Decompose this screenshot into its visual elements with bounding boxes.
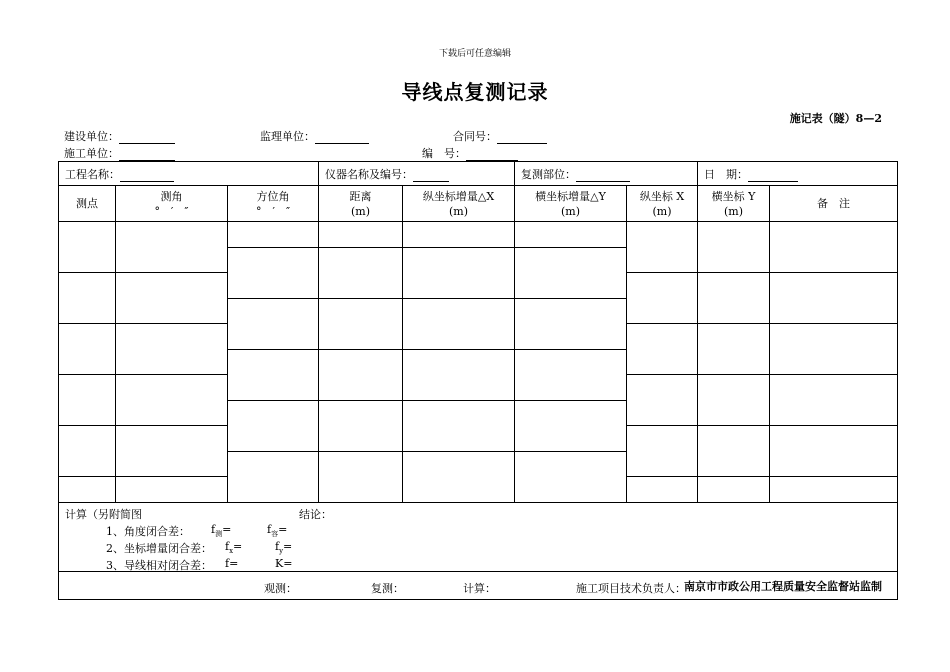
number-field[interactable]: [422, 145, 518, 161]
f-allowed-sub: 容: [271, 530, 279, 539]
f-measured-sub: 测: [215, 530, 223, 539]
cell-x[interactable]: [627, 222, 698, 273]
cell-angle[interactable]: [116, 273, 228, 324]
supervision-unit-blank[interactable]: [315, 131, 369, 144]
cell-remark[interactable]: [770, 273, 898, 324]
cell-dy[interactable]: [515, 350, 627, 401]
project-name-blank[interactable]: [120, 169, 174, 182]
col-header-dy-unit: (m): [561, 204, 581, 218]
cell-distance[interactable]: [319, 401, 403, 452]
fy-symbol: f: [275, 540, 280, 553]
f-relative: f=: [225, 557, 239, 570]
builder-unit-blank[interactable]: [119, 148, 175, 161]
contract-no-field[interactable]: [453, 128, 547, 144]
compute-signature[interactable]: 计算：: [463, 582, 496, 595]
calc-item-2: 2、坐标增量闭合差：: [106, 542, 212, 555]
col-header-azimuth: [228, 186, 319, 222]
date-label: 日 期：: [704, 167, 749, 181]
fy: [275, 540, 292, 555]
col-header-remark-label: 备 注: [817, 197, 851, 210]
number-blank[interactable]: [466, 148, 518, 161]
survey-record-table: [58, 161, 898, 600]
cell-point[interactable]: [59, 426, 116, 477]
cell-dx[interactable]: [403, 299, 515, 350]
instrument-label: 仪器名称及编号：: [325, 167, 414, 181]
part-cell[interactable]: [515, 162, 698, 186]
construction-unit-blank[interactable]: [119, 131, 175, 144]
cell-point[interactable]: [59, 477, 116, 503]
cell-azimuth[interactable]: [228, 401, 319, 452]
cell-angle[interactable]: [116, 477, 228, 503]
cell-dx[interactable]: [403, 401, 515, 452]
f-measured: [211, 523, 231, 539]
col-header-distance-unit: (m): [351, 204, 371, 218]
cell-x[interactable]: [627, 324, 698, 375]
cell-x[interactable]: [627, 273, 698, 324]
cell-distance[interactable]: [319, 350, 403, 401]
col-header-x: [627, 186, 698, 222]
col-header-point-label: 测点: [76, 197, 98, 210]
col-header-dy-label: 横坐标增量△Y: [535, 189, 606, 203]
col-header-azimuth-label: 方位角: [256, 189, 290, 203]
col-header-dy: [515, 186, 627, 222]
col-header-angle-label: 测角: [160, 189, 183, 203]
cell-dy[interactable]: [515, 401, 627, 452]
contract-no-blank[interactable]: [497, 131, 547, 144]
col-header-x-unit: (m): [652, 204, 672, 218]
col-header-y-unit: (m): [724, 204, 744, 218]
cell-remark[interactable]: [770, 375, 898, 426]
number-label: 编 号：: [422, 147, 466, 160]
column-header-row: [59, 186, 898, 222]
col-header-remark: [770, 186, 898, 222]
calc-title: 计算（另附简图: [65, 508, 142, 521]
fy-eq: =: [283, 540, 293, 553]
cell-x[interactable]: [627, 375, 698, 426]
calc-item-3: 3、导线相对闭合差：: [106, 559, 212, 572]
col-header-distance-label: 距离: [349, 189, 372, 203]
part-label: 复测部位：: [521, 167, 577, 181]
date-blank[interactable]: [748, 169, 798, 182]
tech-lead-signature[interactable]: 施工项目技术负责人：: [576, 582, 686, 595]
k-value: K=: [275, 557, 293, 570]
cell-remark[interactable]: [770, 222, 898, 273]
cell-dy[interactable]: [515, 248, 627, 299]
cell-distance[interactable]: [319, 452, 403, 503]
col-header-y-label: 横坐标 Y: [711, 189, 756, 203]
col-header-dx: [403, 186, 515, 222]
fy-sub: y: [279, 547, 284, 556]
supervision-unit-label: 监理单位：: [260, 130, 315, 143]
fx-sub: x: [229, 547, 234, 556]
cell-point[interactable]: [59, 324, 116, 375]
f-allowed-eq: =: [278, 523, 288, 536]
instrument-blank[interactable]: [413, 169, 449, 182]
cell-dx[interactable]: [403, 452, 515, 503]
fx-eq: =: [233, 540, 243, 553]
col-header-x-label: 纵坐标 X: [639, 189, 685, 203]
footer-issuer: 南京市市政公用工程质量安全监督站监制: [684, 580, 882, 593]
construction-unit-field[interactable]: [64, 128, 175, 144]
cell-distance[interactable]: [319, 222, 403, 248]
builder-unit-field[interactable]: [64, 145, 175, 161]
cell-y[interactable]: [698, 324, 770, 375]
info-row: [59, 162, 898, 186]
cell-y[interactable]: [698, 477, 770, 503]
cell-azimuth[interactable]: [228, 299, 319, 350]
cell-y[interactable]: [698, 375, 770, 426]
cell-distance[interactable]: [319, 299, 403, 350]
contract-no-label: 合同号：: [453, 130, 497, 143]
conclusion-label: 结论：: [299, 508, 332, 521]
cell-dy[interactable]: [515, 222, 627, 248]
project-name-label: 工程名称：: [65, 167, 120, 181]
col-header-y: [698, 186, 770, 222]
f-allowed-symbol: f: [267, 523, 272, 536]
form-number: 施记表（隧）8—2: [789, 112, 882, 125]
cell-y[interactable]: [698, 222, 770, 273]
cell-remark[interactable]: [770, 477, 898, 503]
f-measured-eq: =: [222, 523, 232, 536]
cell-point[interactable]: [59, 375, 116, 426]
col-header-distance: [319, 186, 403, 222]
cell-angle[interactable]: [116, 426, 228, 477]
fx-symbol: f: [225, 540, 230, 553]
cell-dx[interactable]: [403, 350, 515, 401]
part-blank[interactable]: [576, 169, 630, 182]
cell-azimuth[interactable]: [228, 452, 319, 503]
cell-remark[interactable]: [770, 426, 898, 477]
date-cell[interactable]: [698, 162, 898, 186]
fx: [225, 540, 242, 555]
cell-point[interactable]: [59, 273, 116, 324]
f-measured-symbol: f: [211, 523, 216, 536]
observe-signature[interactable]: 观测：: [264, 582, 297, 595]
col-header-angle: [116, 186, 228, 222]
supervision-unit-field[interactable]: [260, 128, 369, 144]
col-header-dx-label: 纵坐标增量△X: [422, 189, 495, 203]
cell-remark[interactable]: [770, 324, 898, 375]
col-header-azimuth-unit: ° ′ ″: [255, 204, 291, 218]
cell-angle[interactable]: [116, 375, 228, 426]
instrument-cell[interactable]: [319, 162, 515, 186]
cell-azimuth[interactable]: [228, 222, 319, 248]
cell-azimuth[interactable]: [228, 350, 319, 401]
recheck-signature[interactable]: 复测：: [371, 582, 404, 595]
col-header-point: [59, 186, 116, 222]
cell-angle[interactable]: [116, 222, 228, 273]
cell-y[interactable]: [698, 426, 770, 477]
cell-dx[interactable]: [403, 248, 515, 299]
cell-y[interactable]: [698, 273, 770, 324]
builder-unit-label: 施工单位：: [64, 147, 119, 160]
table-row: [59, 222, 898, 248]
col-header-dx-unit: (m): [449, 204, 469, 218]
col-header-angle-unit: ° ′ ″: [154, 204, 189, 218]
construction-unit-label: 建设单位：: [64, 130, 119, 143]
f-allowed: [267, 523, 287, 539]
calc-item-1: 1、角度闭合差：: [106, 525, 190, 538]
cell-dy[interactable]: [515, 452, 627, 503]
cell-distance[interactable]: [319, 248, 403, 299]
project-name-cell[interactable]: [59, 162, 319, 186]
cell-dx[interactable]: [403, 222, 515, 248]
cell-angle[interactable]: [116, 324, 228, 375]
cell-point[interactable]: [59, 222, 116, 273]
cell-x[interactable]: [627, 426, 698, 477]
calculation-row: [59, 503, 898, 572]
cell-x[interactable]: [627, 477, 698, 503]
page-title: 导线点复测记录: [401, 80, 549, 104]
calculation-cell[interactable]: [59, 503, 898, 572]
cell-dy[interactable]: [515, 299, 627, 350]
cell-azimuth[interactable]: [228, 248, 319, 299]
top-note: 下载后可任意编辑: [438, 49, 511, 59]
